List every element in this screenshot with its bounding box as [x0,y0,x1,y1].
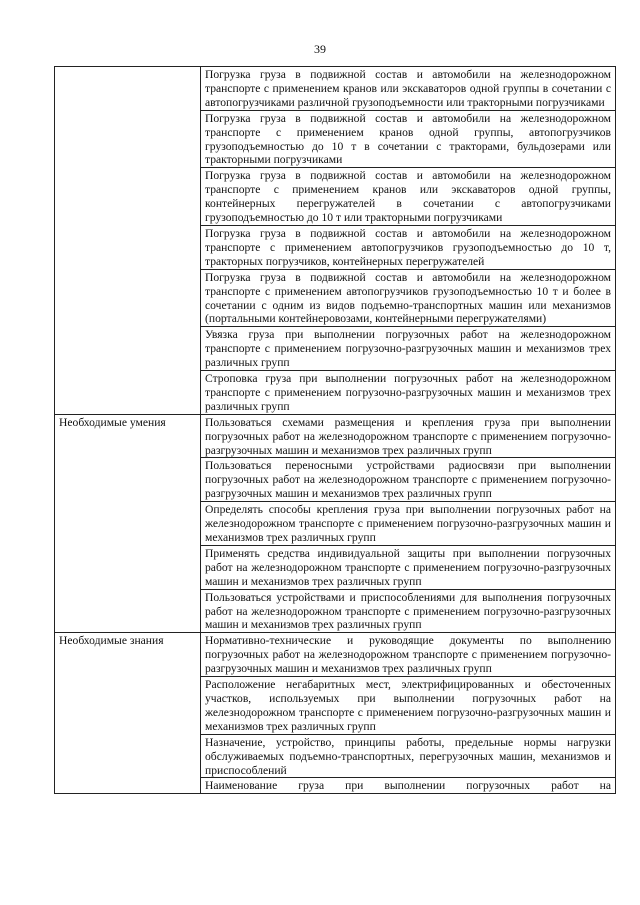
table-cell: Наименование груза при выполнении погрузочных работ на [201,778,616,794]
table-cell: Нормативно-технические и руководящие документы по выполнению погрузочных работ на железнодорожном транспорте с применением погрузочно-разгрузочных машин и механизмов трех различных групп [201,633,616,677]
table-cell: Погрузка груза в подвижной состав и автомобили на железнодорожном транспорте с применением кранов или экскаваторов одной группы в сочетании с автопогрузчиками различной грузоподъемности или тракторными погрузчиками [201,67,616,111]
table-cell: Пользоваться переносными устройствами радиосвязи при выполнении погрузочных работ на железнодорожном транспорте с применением погрузочно-разгрузочных машин и механизмов трех различных групп [201,458,616,502]
table-row [55,67,616,111]
table-cell: Увязка груза при выполнении погрузочных работ на железнодорожном транспорте с применением погрузочно-разгрузочных машин и механизмов трех различных групп [201,327,616,371]
table-cell: Погрузка груза в подвижной состав и автомобили на железнодорожном транспорте с применением кранов или экскаваторов одной группы, контейнерных перегружателей в сочетании с автопогрузчиками грузоподъемностью до 10 т или тракторными погрузчиками [201,168,616,226]
table-cell: Погрузка груза в подвижной состав и автомобили на железнодорожном транспорте с применением автопогрузчиков грузоподъемностью до 10 т, тракторных погрузчиков, контейнерных перегружателей [201,225,616,269]
table-cell: Погрузка груза в подвижной состав и автомобили на железнодорожном транспорте с применением автопогрузчиков грузоподъемностью 10 т и более в сочетании с одним из видов подъемно-транспортных машин или механизмов (портальными контейнеровозами, контейнерными перегружателями) [201,269,616,327]
page-number: 39 [314,42,326,56]
section-label-knowledge: Необходимые знания [55,633,201,794]
section-label [55,67,201,415]
table-cell: Пользоваться устройствами и приспособлениями для выполнения погрузочных работ на железнодорожном транспорте с применением погрузочно-разгрузочных машин и механизмов трех различных групп [201,589,616,633]
table-cell: Определять способы крепления груза при выполнении погрузочных работ на железнодорожном транспорте с применением погрузочно-разгрузочных машин и механизмов трех различных групп [201,502,616,546]
table-cell: Строповка груза при выполнении погрузочных работ на железнодорожном транспорте с применением погрузочно-разгрузочных машин и механизмов трех различных групп [201,371,616,415]
section-label-skills: Необходимые умения [55,414,201,633]
table-cell: Применять средства индивидуальной защиты при выполнении погрузочных работ на железнодорожном транспорте с применением погрузочно-разгрузочных машин и механизмов трех различных групп [201,545,616,589]
requirements-table [54,66,616,794]
table-cell: Погрузка груза в подвижной состав и автомобили на железнодорожном транспорте с применением кранов одной группы, автопогрузчиков грузоподъемностью до 10 т в сочетании с тракторами, бульдозерами или тракторными погрузчиками [201,110,616,168]
table-cell: Пользоваться схемами размещения и крепления груза при выполнении погрузочных работ на железнодорожном транспорте с применением погрузочно-разгрузочных машин и механизмов трех различных групп [201,414,616,458]
table-cell: Расположение негабаритных мест, электрифицированных и обесточенных участков, используемых при выполнении погрузочных работ на железнодорожном транспорте с применением погрузочно-разгрузочных машин и механизмов трех различных групп [201,677,616,735]
table-cell: Назначение, устройство, принципы работы, предельные нормы нагрузки обслуживаемых подъемно-транспортных, перегрузочных машин, механизмов и приспособлений [201,734,616,778]
table-row [55,414,616,458]
table-row [55,633,616,677]
